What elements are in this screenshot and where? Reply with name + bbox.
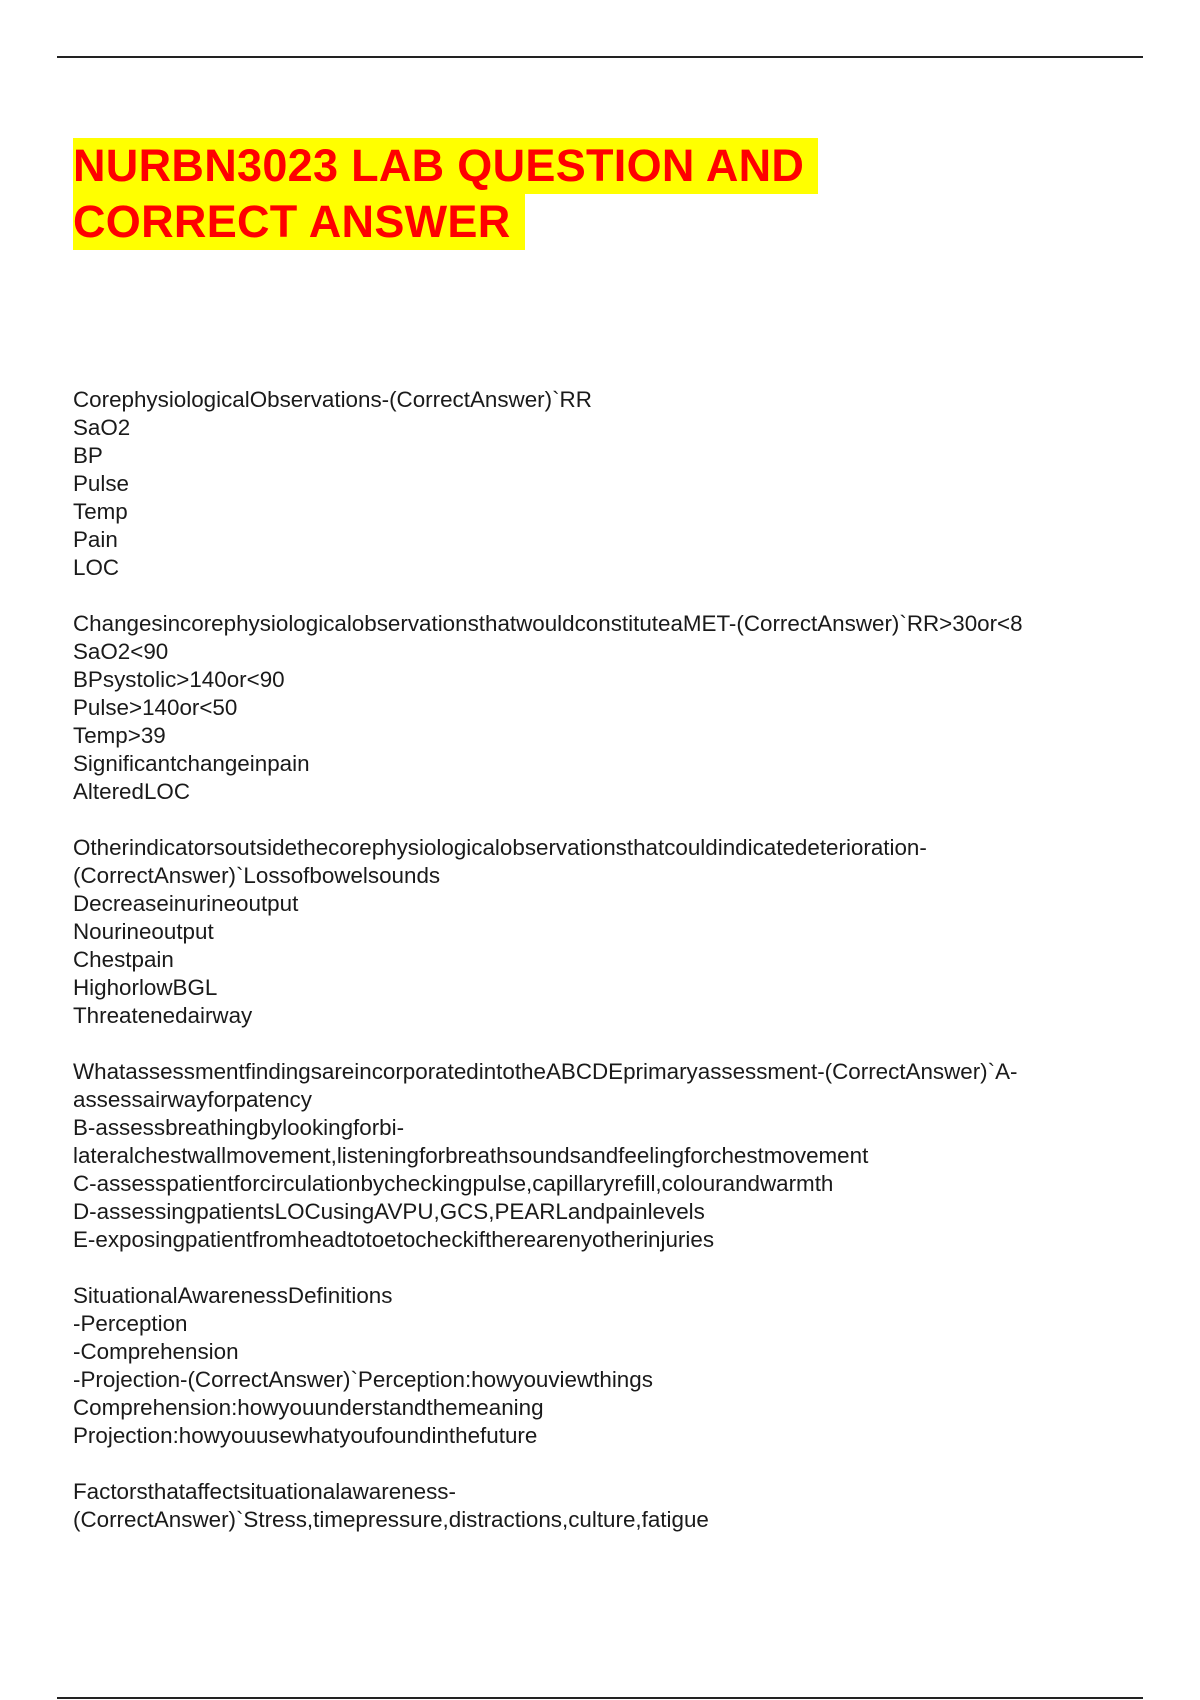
entry-line: Pulse>140or<50 — [73, 695, 238, 720]
entry-line: -Comprehension — [73, 1339, 239, 1364]
qa-entry-core-observations — [73, 386, 1133, 582]
entry-line: E-exposingpatientfromheadtotoetocheckiftherearenyotherinjuries — [73, 1227, 715, 1252]
qa-entry-situational-awareness — [73, 1282, 1133, 1450]
entry-line: (CorrectAnswer)`Stress,timepressure,distractions,culture,fatigue — [73, 1507, 709, 1532]
entry-line: AlteredLOC — [73, 779, 190, 804]
entry-line: Pain — [73, 527, 118, 552]
document-title — [73, 138, 818, 250]
entry-line: B-assessbreathingbylookingforbi- — [73, 1115, 405, 1140]
qa-entry-abcde-assessment — [73, 1058, 1133, 1254]
footer-rule — [57, 1697, 1143, 1699]
entry-line: SaO2 — [73, 415, 131, 440]
entry-line: Pulse — [73, 471, 130, 496]
entry-line: BP — [73, 443, 103, 468]
entry-line: SaO2<90 — [73, 639, 169, 664]
qa-entry-other-indicators — [73, 834, 1133, 1030]
entry-line: Temp — [73, 499, 128, 524]
entry-line: -Perception — [73, 1311, 188, 1336]
entry-line: -Projection-(CorrectAnswer)`Perception:howyouviewthings — [73, 1367, 653, 1392]
qa-entry-awareness-factors — [73, 1478, 1133, 1534]
entry-line: ChangesincorephysiologicalobservationsthatwouldconstituteaMET-(CorrectAnswer)`RR>30or<8 — [73, 611, 1023, 636]
entry-line: Significantchangeinpain — [73, 751, 310, 776]
entry-line: Factorsthataffectsituationalawareness- — [73, 1479, 456, 1504]
entry-line: CorephysiologicalObservations-(CorrectAnswer)`RR — [73, 387, 592, 412]
entry-line: LOC — [73, 555, 120, 580]
title-line-1: NURBN3023 LAB QUESTION AND — [73, 138, 818, 194]
entry-line: HighorlowBGL — [73, 975, 218, 1000]
entry-line: Comprehension:howyouunderstandthemeaning — [73, 1395, 544, 1420]
header-rule — [57, 56, 1143, 58]
entry-line: Nourineoutput — [73, 919, 214, 944]
document-body — [73, 386, 1133, 1562]
entry-line: BPsystolic>140or<90 — [73, 667, 285, 692]
entry-line: Projection:howyouusewhatyoufoundinthefuture — [73, 1423, 538, 1448]
entry-line: Threatenedairway — [73, 1003, 253, 1028]
entry-line: Chestpain — [73, 947, 174, 972]
entry-line: WhatassessmentfindingsareincorporatedintotheABCDEprimaryassessment-(CorrectAnswer)`A- — [73, 1059, 1018, 1084]
entry-line: Otherindicatorsoutsidethecorephysiologicalobservationsthatcouldindicatedeterioration- — [73, 835, 927, 860]
entry-line: lateralchestwallmovement,listeningforbreathsoundsandfeelingforchestmovement — [73, 1143, 869, 1168]
entry-line: (CorrectAnswer)`Lossofbowelsounds — [73, 863, 441, 888]
title-line-2: CORRECT ANSWER — [73, 194, 525, 250]
entry-line: assessairwayforpatency — [73, 1087, 312, 1112]
entry-line: Temp>39 — [73, 723, 166, 748]
qa-entry-met-criteria — [73, 610, 1133, 806]
entry-line: Decreaseinurineoutput — [73, 891, 299, 916]
entry-line: C-assesspatientforcirculationbycheckingpulse,capillaryrefill,colourandwarmth — [73, 1171, 834, 1196]
entry-line: SituationalAwarenessDefinitions — [73, 1283, 393, 1308]
entry-line: D-assessingpatientsLOCusingAVPU,GCS,PEARLandpainlevels — [73, 1199, 705, 1224]
